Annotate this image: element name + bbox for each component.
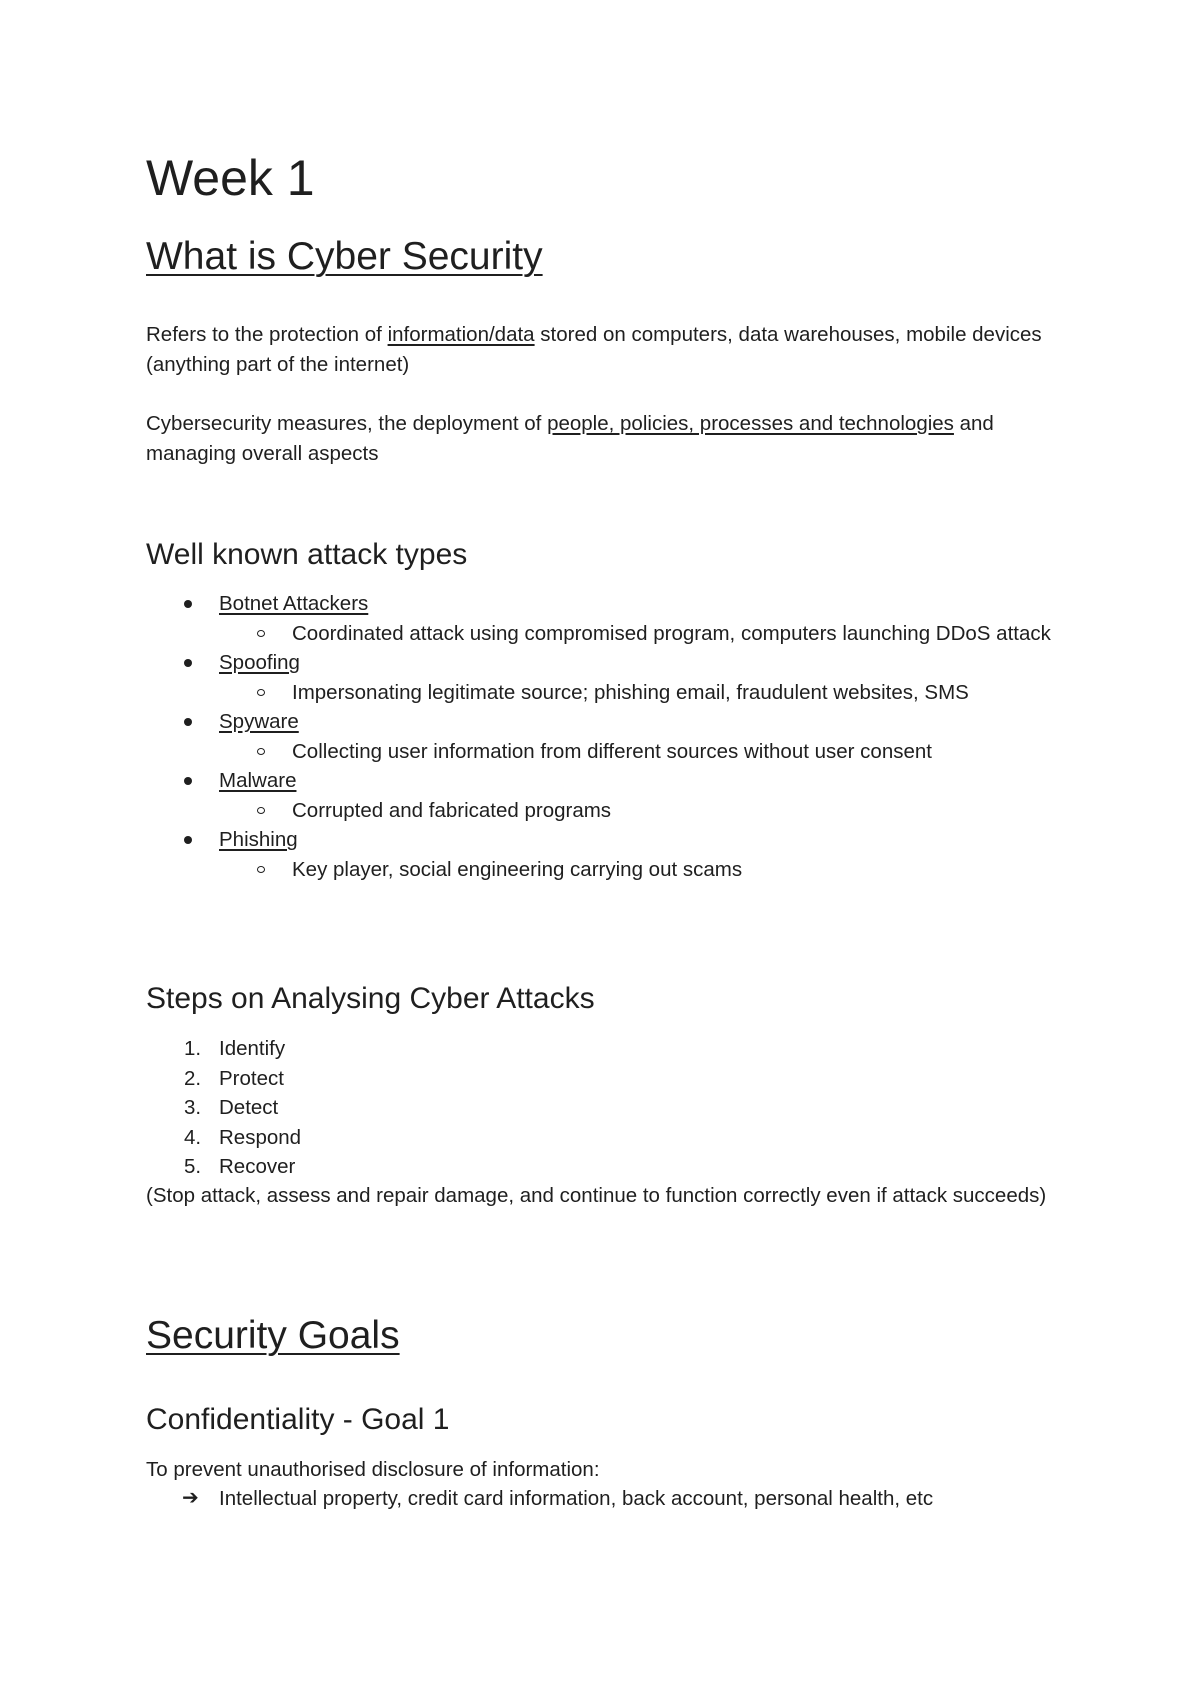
heading-attack-types: Well known attack types <box>146 538 468 571</box>
hollow-bullet-icon <box>257 748 265 755</box>
hollow-bullet-icon <box>257 866 265 873</box>
attack-types-list <box>146 589 1072 884</box>
heading-security-goals: Security Goals <box>146 1314 400 1357</box>
list-item <box>219 855 1072 885</box>
paragraph-definition <box>146 320 1066 379</box>
attack-label: Spoofing <box>219 651 300 674</box>
step-number: 2. <box>184 1066 202 1090</box>
attack-detail: Corrupted and fabricated programs <box>292 798 612 822</box>
hollow-bullet-icon <box>257 807 265 814</box>
attack-label: Spyware <box>219 710 299 733</box>
bullet-icon <box>184 836 192 844</box>
step-label: Protect <box>219 1066 284 1090</box>
attack-label: Malware <box>219 769 297 792</box>
list-item <box>219 796 1072 826</box>
text-span: Refers to the protection of <box>146 323 388 346</box>
list-item <box>146 1484 933 1514</box>
bullet-icon <box>184 600 192 608</box>
paragraph-steps-note: (Stop attack, assess and repair damage, and continue to function correctly even if attack succeeds) <box>146 1184 1047 1207</box>
step-label: Detect <box>219 1096 279 1119</box>
page-title: Week 1 <box>146 150 315 206</box>
step-label: Respond <box>219 1125 302 1149</box>
attack-detail: Key player, social engineering carrying out scams <box>292 857 743 881</box>
heading-what-is-cyber-security: What is Cyber Security <box>146 235 543 278</box>
list-item <box>146 648 1072 707</box>
step-number: 5. <box>184 1155 202 1178</box>
analysis-steps-list <box>146 1034 301 1182</box>
paragraph-measures <box>146 409 1066 468</box>
list-item <box>146 1064 301 1094</box>
step-number: 1. <box>184 1037 202 1060</box>
list-item <box>219 737 1072 767</box>
list-item <box>219 619 1072 649</box>
list-item <box>146 766 1072 825</box>
hollow-bullet-icon <box>257 689 265 696</box>
bullet-icon <box>184 718 192 726</box>
step-number: 4. <box>184 1125 202 1149</box>
attack-detail: Collecting user information from different sources without user consent <box>292 739 932 763</box>
heading-confidentiality: Confidentiality - Goal 1 <box>146 1403 450 1436</box>
heading-analysing-steps: Steps on Analysing Cyber Attacks <box>146 982 595 1015</box>
paragraph-confidentiality: To prevent unauthorised disclosure of information: <box>146 1458 600 1481</box>
attack-label: Phishing <box>219 828 298 851</box>
text-span: stored on computers, data warehouses, mobile devices (anything part of the internet) <box>146 323 1042 376</box>
list-item <box>146 1093 301 1123</box>
step-number: 3. <box>184 1096 202 1119</box>
confidentiality-examples-list <box>146 1484 933 1514</box>
example-text: Intellectual property, credit card information, back account, personal health, etc <box>219 1487 934 1510</box>
attack-detail: Coordinated attack using compromised program, computers launching DDoS attack <box>292 621 1051 645</box>
list-item <box>146 707 1072 766</box>
bullet-icon <box>184 659 192 667</box>
text-span: and managing overall aspects <box>146 412 994 465</box>
attack-detail: Impersonating legitimate source; phishing email, fraudulent websites, SMS <box>292 680 969 704</box>
underlined-term: people, policies, processes and technologies <box>547 412 954 435</box>
list-item <box>146 589 1072 648</box>
step-label: Identify <box>219 1037 286 1060</box>
list-item <box>146 1034 301 1064</box>
bullet-icon <box>184 777 192 785</box>
text-span: Cybersecurity measures, the deployment of <box>146 412 548 435</box>
list-item <box>146 1152 301 1182</box>
step-label: Recover <box>219 1155 296 1178</box>
list-item <box>219 678 1072 708</box>
underlined-term: information/data <box>387 323 535 346</box>
arrow-right-icon: ➔ <box>182 1487 199 1509</box>
attack-label: Botnet Attackers <box>219 592 369 615</box>
hollow-bullet-icon <box>257 630 265 637</box>
list-item <box>146 1123 301 1153</box>
list-item <box>146 825 1072 884</box>
